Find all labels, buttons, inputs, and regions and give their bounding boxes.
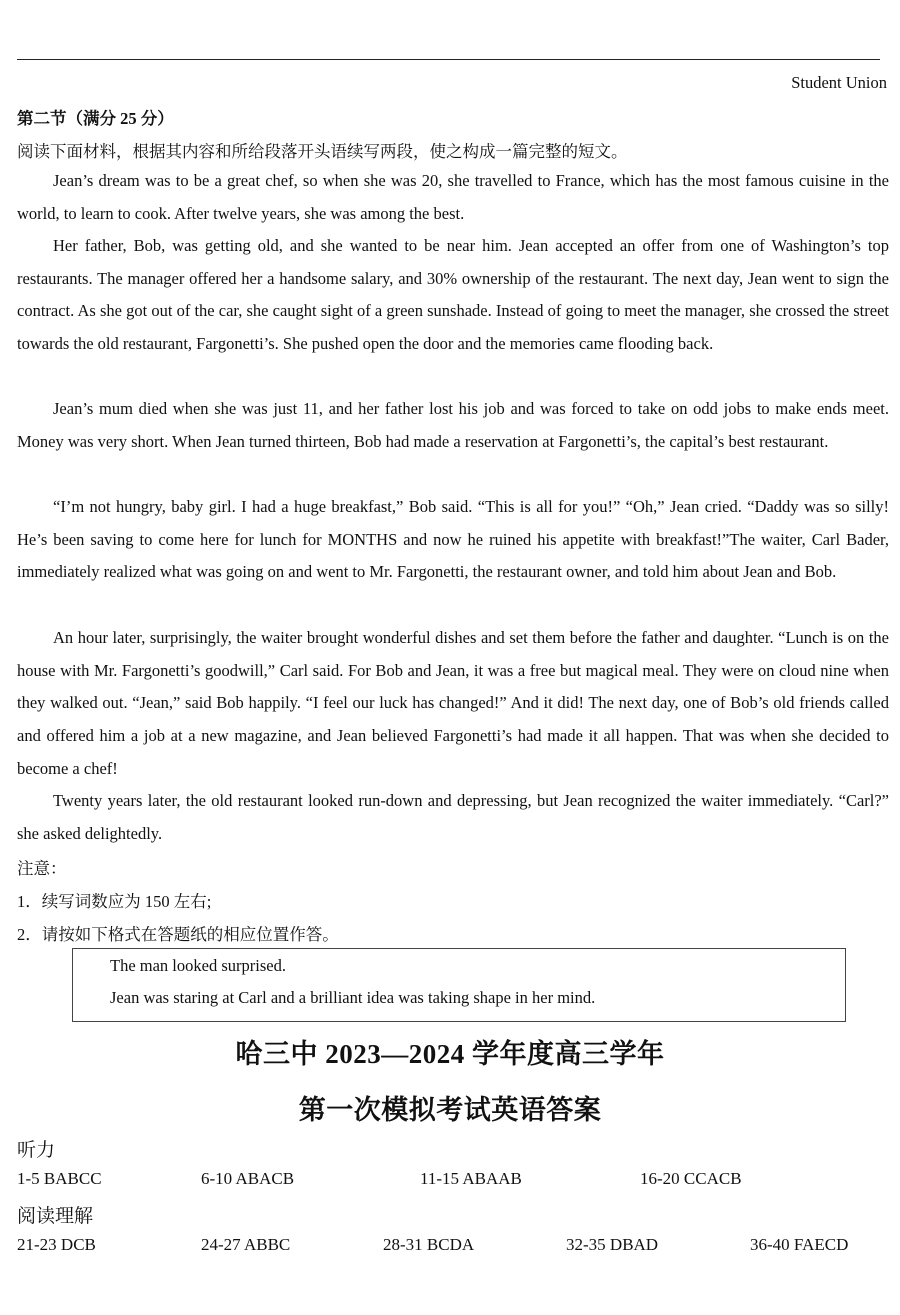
story-paragraph-3: Jean’s mum died when she was just 11, and her father lost his job and was forced to take on odd jobs to make ends meet. Money was very short. When Jean turned thirteen, Bob had made a reservation at Fargonetti’s, the capital’s best restaurant. <box>17 399 889 451</box>
story-paragraph-1: Jean’s dream was to be a great chef, so when she was 20, she travelled to France, which has the most famous cuisine in the world, to learn to cook. After twelve years, she was among the best. <box>17 171 889 223</box>
listening-answers-row <box>0 1169 900 1193</box>
note-item-2: 2．请按如下格式在答题纸的相应位置作答。 <box>17 925 339 944</box>
story-paragraph-2: Her father, Bob, was getting old, and she wanted to be near him. Jean accepted an offer from one of Washington’s top restaurants. The manager offered her a handsome salary, and 30% ownership of the restaurant. The next day, Jean went to sign the contract. As she got out of the car, she caught sight of a green sunshade. Instead of going to meet the manager, she crossed the street towards the old restaurant, Fargonetti’s. She pushed open the door and the memories came flooding back. <box>17 236 889 354</box>
listening-answer-4: 16-20 CCACB <box>640 1169 742 1188</box>
story-paragraph-6: Twenty years later, the old restaurant looked run-down and depressing, but Jean recognized the waiter immediately. “Carl?” she asked delightedly. <box>17 791 889 843</box>
answer-title-line-1: 哈三中 2023—2024 学年度高三学年 <box>235 1039 665 1069</box>
reading-answer-3: 28-31 BCDA <box>383 1235 475 1254</box>
reading-heading: 阅读理解 <box>17 1206 94 1227</box>
box-line-1: The man looked surprised. <box>110 956 286 975</box>
reading-answers-row <box>0 1235 900 1259</box>
reading-answer-4: 32-35 DBAD <box>566 1235 659 1254</box>
note-item-1: 1．续写词数应为 150 左右; <box>17 892 212 911</box>
listening-answer-3: 11-15 ABAAB <box>420 1169 522 1188</box>
continuation-box <box>72 948 846 1022</box>
header-rule <box>17 59 880 60</box>
story-paragraph-5: An hour later, surprisingly, the waiter brought wonderful dishes and set them before the father and daughter. “Lunch is on the house with Mr. Fargonetti’s goodwill,” Carl said. For Bob and Jean, it was a free but magical meal. They were on cloud nine when they walked out. “Jean,” said Bob happily. “I feel our luck has changed!” And it did! The next day, one of Bob’s old friends called and offered him a job at a new magazine, and Jean believed Fargonetti’s had made it all happen. That was when she decided to become a chef! <box>17 628 889 778</box>
section-title: 第二节（满分 25 分） <box>17 109 174 128</box>
story-paragraph-4: “I’m not hungry, baby girl. I had a huge breakfast,” Bob said. “This is all for you!” “Oh,” Jean cried. “Daddy was so silly! He’s been saving to come here for lunch for MONTHS and now he ruined his appetite with breakfast!”The waiter, Carl Bader, immediately realized what was going on and went to Mr. Fargonetti, the restaurant owner, and told him about Jean and Bob. <box>17 497 889 582</box>
listening-answer-2: 6-10 ABACB <box>201 1169 295 1188</box>
header-org: Student Union <box>791 73 887 92</box>
listening-answer-1: 1-5 BABCC <box>17 1169 102 1188</box>
answer-title-line-2: 第一次模拟考试英语答案 <box>298 1095 602 1125</box>
reading-answer-5: 36-40 FAECD <box>750 1235 849 1254</box>
box-line-2: Jean was staring at Carl and a brilliant idea was taking shape in her mind. <box>110 988 596 1007</box>
reading-answer-2: 24-27 ABBC <box>201 1235 291 1254</box>
listening-heading: 听力 <box>17 1140 56 1161</box>
notes-label: 注意： <box>17 859 67 878</box>
section-instruction: 阅读下面材料，根据其内容和所给段落开头语续写两段，使之构成一篇完整的短文。 <box>17 142 628 161</box>
reading-answer-1: 21-23 DCB <box>17 1235 96 1254</box>
